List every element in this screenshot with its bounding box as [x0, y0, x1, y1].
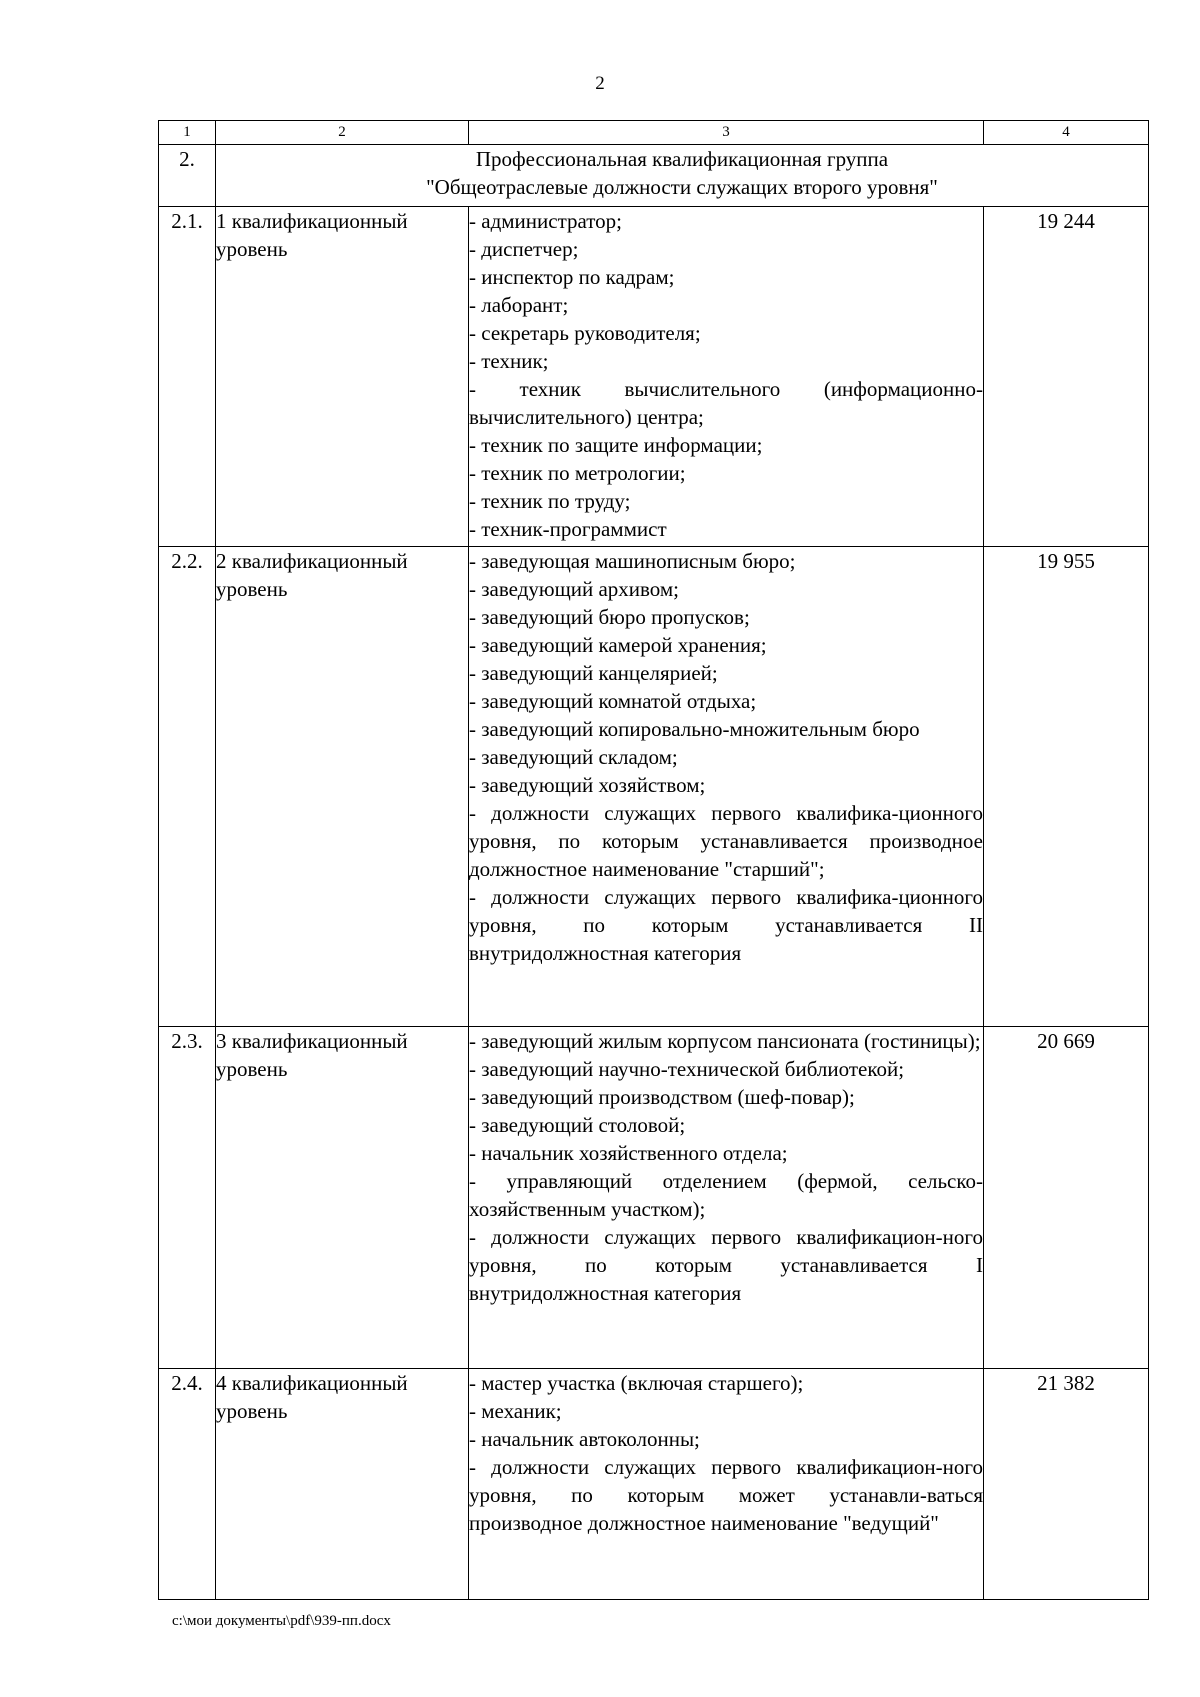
position-item: - заведующий копировально-множительным бюро: [469, 717, 920, 741]
column-number-cell: 3: [469, 121, 984, 145]
position-item: - начальник автоколонны;: [469, 1427, 700, 1451]
group-title-line: Профессиональная квалификационная группа: [475, 147, 889, 171]
table-row: [159, 1027, 1149, 1369]
position-item: - заведующий столовой;: [469, 1113, 686, 1137]
group-title-line: "Общеотраслевые должности служащих второго уровня": [426, 175, 938, 199]
position-item: - должности служащих первого квалифика-ционного уровня, по которым устанавливается производное должностное наименование "старший";: [469, 801, 983, 881]
group-row: [159, 145, 1149, 207]
position-item: - заведующий бюро пропусков;: [469, 605, 750, 629]
positions-list: [469, 547, 984, 1027]
position-item: - лаборант;: [469, 293, 569, 317]
position-item: - заведующий складом;: [469, 745, 678, 769]
qualification-level: 1 квалификационный уровень: [216, 207, 469, 547]
row-number: 2.3.: [159, 1027, 216, 1369]
position-item: - должности служащих первого квалификацион-ного уровня, по которым устанавливается I внутридолжностная категория: [469, 1225, 983, 1305]
qualification-level: 2 квалификационный уровень: [216, 547, 469, 1027]
position-item: - заведующая машинописным бюро;: [469, 549, 796, 573]
position-item: - техник по метрологии;: [469, 461, 686, 485]
column-number-row: [159, 121, 1149, 145]
positions-list: [469, 1369, 984, 1600]
salary-value: 21 382: [984, 1369, 1149, 1600]
position-item: - заведующий жилым корпусом пансионата (гостиницы);: [469, 1029, 981, 1053]
position-item: - заведующий хозяйством;: [469, 773, 706, 797]
position-item: - инспектор по кадрам;: [469, 265, 675, 289]
position-item: - мастер участка (включая старшего);: [469, 1371, 804, 1395]
position-item: - заведующий камерой хранения;: [469, 633, 767, 657]
table-row: [159, 547, 1149, 1027]
qualification-level: 4 квалификационный уровень: [216, 1369, 469, 1600]
position-item: - начальник хозяйственного отдела;: [469, 1141, 788, 1165]
position-item: - администратор;: [469, 209, 623, 233]
position-item: - механик;: [469, 1399, 562, 1423]
position-item: - должности служащих первого квалификацион-ного уровня, по которым может устанавли-ваться производное должностное наименование "ведущий": [469, 1455, 983, 1535]
position-item: - заведующий канцелярией;: [469, 661, 718, 685]
salary-table: [158, 120, 1149, 1600]
group-number: 2.: [159, 145, 216, 207]
position-item: - заведующий архивом;: [469, 577, 680, 601]
column-number-cell: 1: [159, 121, 216, 145]
group-title: [216, 145, 1149, 207]
positions-list: [469, 1027, 984, 1369]
position-item: - техник-программист: [469, 517, 667, 541]
page-number: 2: [595, 73, 605, 94]
position-item: - техник по защите информации;: [469, 433, 763, 457]
position-item: - заведующий научно-технической библиотекой;: [469, 1057, 905, 1081]
position-item: - заведующий производством (шеф-повар);: [469, 1085, 855, 1109]
position-item: - заведующий комнатой отдыха;: [469, 689, 757, 713]
row-number: 2.1.: [159, 207, 216, 547]
column-number-cell: 4: [984, 121, 1149, 145]
position-item: - техник вычислительного (информационно-вычислительного) центра;: [469, 377, 983, 429]
position-item: - должности служащих первого квалифика-ционного уровня, по которым устанавливается II внутридолжностная категория: [469, 885, 983, 965]
salary-value: 20 669: [984, 1027, 1149, 1369]
qualification-level: 3 квалификационный уровень: [216, 1027, 469, 1369]
column-number-cell: 2: [216, 121, 469, 145]
salary-value: 19 244: [984, 207, 1149, 547]
row-number: 2.4.: [159, 1369, 216, 1600]
table-row: [159, 207, 1149, 547]
positions-list: [469, 207, 984, 547]
row-number: 2.2.: [159, 547, 216, 1027]
position-item: - техник;: [469, 349, 549, 373]
position-item: - диспетчер;: [469, 237, 579, 261]
position-item: - техник по труду;: [469, 489, 631, 513]
footer-file-path: c:\мои документы\pdf\939-пп.docx: [172, 1613, 391, 1629]
table-row: [159, 1369, 1149, 1600]
position-item: - управляющий отделением (фермой, сельско-хозяйственным участком);: [469, 1169, 983, 1221]
salary-value: 19 955: [984, 547, 1149, 1027]
position-item: - секретарь руководителя;: [469, 321, 701, 345]
